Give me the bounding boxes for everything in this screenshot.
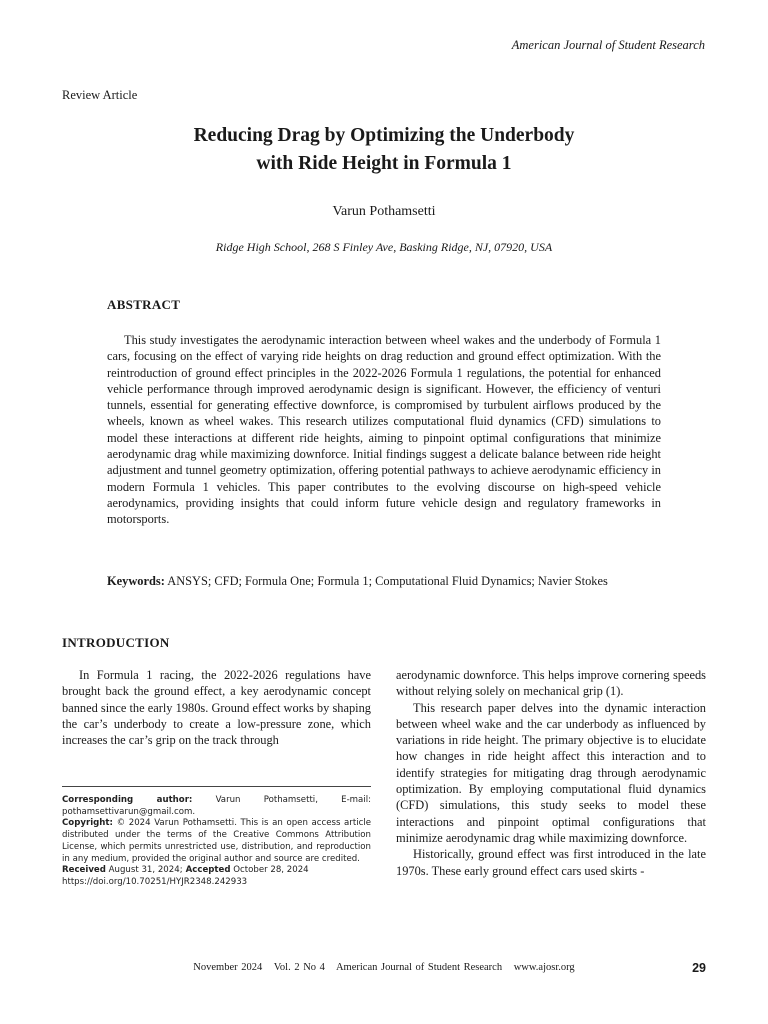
accepted-date: October 28, 2024 [230, 865, 309, 876]
intro-paragraph: In Formula 1 racing, the 2022-2026 regulations have brought back the ground effect, a key aerodynamic concept banned since the early 1980s. Ground effect works by shaping the car’s underbody to create a low-pressure zone, which increases the car’s grip on the track through [62, 668, 371, 748]
footer-journal: American Journal of Student Research [335, 962, 503, 973]
author-name: Varun Pothamsetti [332, 204, 436, 219]
abstract-text: This study investigates the aerodynamic interaction between wheel wakes and the underbody of Formula 1 cars, focusing on the effect of varying ride heights on drag reduction and ground effect optimization. With the reintroduction of ground effect principles in the 2022-2026 Formula 1 regulations, the potential for enhanced vehicle performance through improved aerodynamic design is significant. However, the efficiency of venturi tunnels, essential for generating effective downforce, is compromised by turbulent airflows produced by the wheels, known as wheel wakes. This research utilizes computational fluid dynamics (CFD) simulations to model these interactions at different ride heights, aiming to pinpoint optimal configurations that minimize aerodynamic drag while maximizing downforce. Initial findings suggest a delicate balance between ride height adjustment and tunnel geometry optimization, offering potential pathways to achieve aerodynamic efficiency in modern Formula 1 vehicles. This paper contributes to the evolving discourse on high-speed vehicle aerodynamics, providing insights that could inform future vehicle design and regulatory frameworks in motorsports. [107, 333, 661, 527]
footer-website[interactable]: www.ajosr.org [513, 962, 575, 973]
received-date: August 31, 2024; [105, 865, 183, 876]
copyright-label: Copyright: [62, 818, 113, 829]
corresponding-author [62, 795, 371, 818]
received-label: Received [62, 865, 106, 876]
keywords [107, 573, 667, 589]
page-footer [0, 962, 768, 973]
author-affiliation: Ridge High School, 268 S Finley Ave, Basking Ridge, NJ, 07920, USA [215, 240, 553, 254]
copyright-text: © 2024 Varun Pothamsetti. This is an open access article distributed under the terms of the Creative Commons Attribution License, which permits unrestricted use, distribution, and reproduction in any medium, provided the original author and source are credited. [62, 818, 371, 864]
keywords-text: ANSYS; CFD; Formula One; Formula 1; Computational Fluid Dynamics; Navier Stokes [164, 574, 608, 588]
doi-link[interactable]: https://doi.org/10.70251/HYJR2348.242933 [62, 876, 248, 887]
title-line-1: Reducing Drag by Optimizing the Underbody [193, 125, 575, 146]
abstract-heading: ABSTRACT [107, 297, 181, 312]
paper-title [0, 122, 768, 178]
title-line-2: with Ride Height in Formula 1 [256, 153, 512, 174]
footer-date: November 2024 [193, 962, 263, 973]
footnote [62, 795, 371, 889]
corr-text: Varun Pothamsetti, E-mail: pothamsettivarun@gmail.com. [62, 795, 371, 817]
page-number: 29 [692, 961, 706, 975]
dates [62, 865, 371, 877]
intro-paragraph: aerodynamic downforce. This helps improve cornering speeds without relying solely on mechanical grip (1). [396, 668, 706, 699]
journal-header: American Journal of Student Research [511, 38, 705, 52]
right-column [396, 667, 706, 879]
footer-volume: Vol. 2 No 4 [273, 962, 325, 973]
copyright [62, 818, 371, 865]
left-column [62, 667, 371, 748]
keywords-label: Keywords: [107, 574, 165, 588]
footnote-divider [62, 786, 371, 787]
accepted-label: Accepted [182, 865, 231, 876]
article-type: Review Article [62, 88, 138, 102]
corr-label: Corresponding author: [62, 795, 193, 805]
intro-paragraph: This research paper delves into the dynamic interaction between wheel wake and the car underbody as influenced by variations in ride height. The primary objective is to elucidate how changes in ride height affect this interaction and to identify strategies for mitigating drag through aerodynamic optimization. By employing computational fluid dynamics (CFD) simulations, this study seeks to model these interactions and pinpoint optimal configurations that minimize aerodynamic drag while maximizing downforce. [396, 700, 706, 845]
introduction-heading: INTRODUCTION [62, 635, 170, 650]
intro-paragraph: Historically, ground effect was first introduced in the late 1970s. These early ground effect cars used skirts - [396, 847, 706, 878]
